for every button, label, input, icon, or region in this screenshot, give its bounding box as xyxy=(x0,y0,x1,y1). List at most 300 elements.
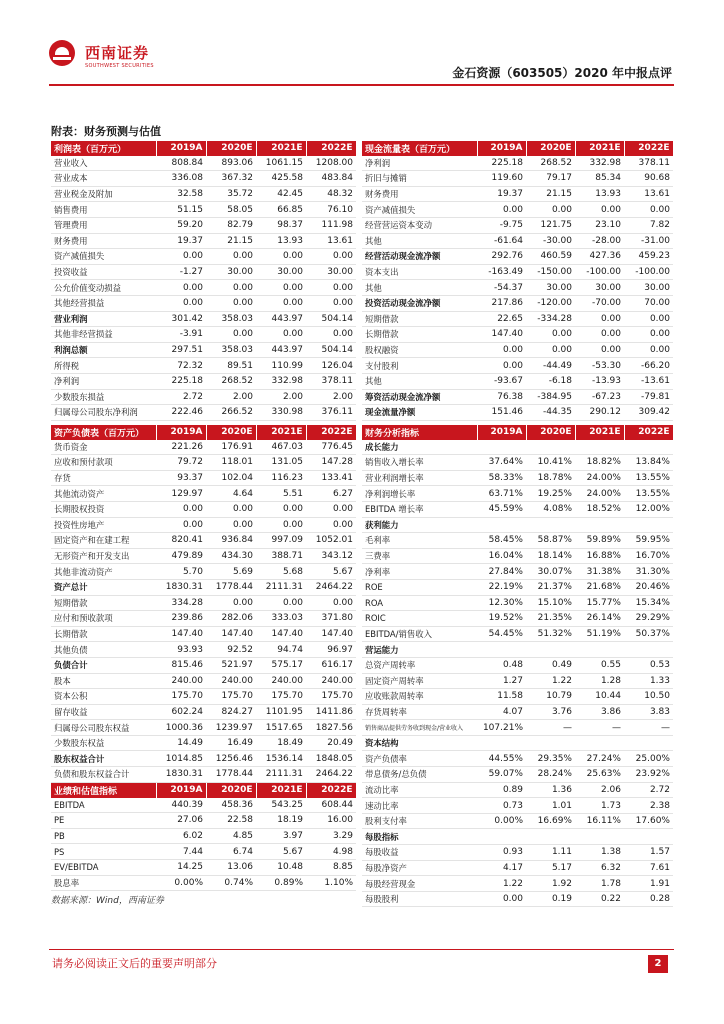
cell-value: -334.28 xyxy=(526,311,575,327)
table-row xyxy=(362,358,673,374)
cell-value: 21.37% xyxy=(526,579,575,595)
cell-value: 5.68 xyxy=(256,564,306,580)
row-label: 负债和股东权益合计 xyxy=(51,767,156,783)
table-title: 业绩和估值指标 xyxy=(51,783,156,798)
table-row xyxy=(51,311,356,327)
cell-value: 94.74 xyxy=(256,642,306,658)
cell-value: 58.05 xyxy=(206,202,256,218)
table-row xyxy=(51,798,356,813)
row-label: 其他 xyxy=(362,280,477,296)
cell-value: 19.37 xyxy=(477,186,526,202)
cell-value: 0.74% xyxy=(206,875,256,891)
cell-value: -120.00 xyxy=(526,295,575,311)
row-label: 现金流量净额 xyxy=(362,405,477,421)
cell-value: 6.74 xyxy=(206,844,256,860)
cell-value: 4.85 xyxy=(206,828,256,844)
cell-value: 1256.46 xyxy=(206,751,256,767)
cell-value: 240.00 xyxy=(306,673,356,689)
cell-value: 20.49 xyxy=(306,735,356,751)
cell-value: 2464.22 xyxy=(306,767,356,783)
row-label: 其他负债 xyxy=(51,642,156,658)
cell-value xyxy=(526,642,575,658)
row-label: 其他 xyxy=(362,233,477,249)
cell-value: 6.32 xyxy=(575,860,624,876)
cell-value: 5.67 xyxy=(306,564,356,580)
cell-value: 2464.22 xyxy=(306,579,356,595)
cell-value: 1848.05 xyxy=(306,751,356,767)
cell-value: 6.02 xyxy=(156,828,206,844)
cell-value: 1239.97 xyxy=(206,720,256,736)
cell-value: 282.06 xyxy=(206,611,256,627)
cell-value: 371.80 xyxy=(306,611,356,627)
column-header: 2022E xyxy=(306,783,356,798)
cell-value: 343.12 xyxy=(306,548,356,564)
table-row xyxy=(51,626,356,642)
table-row xyxy=(51,595,356,611)
row-label: 应付和预收款项 xyxy=(51,611,156,627)
cell-value: 0.00 xyxy=(156,517,206,533)
table-row xyxy=(362,735,673,751)
cell-value: 175.70 xyxy=(206,689,256,705)
column-header: 2022E xyxy=(306,425,356,440)
table-row xyxy=(362,156,673,171)
cell-value: 0.00 xyxy=(156,280,206,296)
cell-value: 111.98 xyxy=(306,217,356,233)
cell-value: -61.64 xyxy=(477,233,526,249)
table-header-row xyxy=(51,141,356,156)
table-row xyxy=(362,389,673,405)
cell-value: 0.00 xyxy=(477,891,526,907)
cell-value: 776.45 xyxy=(306,440,356,455)
cell-value: 175.70 xyxy=(256,689,306,705)
cell-value: 23.92% xyxy=(624,767,673,783)
cell-value: 93.37 xyxy=(156,470,206,486)
cell-value: 3.76 xyxy=(526,704,575,720)
cell-value: 376.11 xyxy=(306,405,356,421)
table-row xyxy=(51,844,356,860)
table-row xyxy=(362,564,673,580)
cell-value: 21.15 xyxy=(206,233,256,249)
cell-value: 388.71 xyxy=(256,548,306,564)
row-label: 营业利润 xyxy=(51,311,156,327)
column-header: 2022E xyxy=(624,425,673,440)
cell-value: 16.11% xyxy=(575,813,624,829)
row-label: 负债合计 xyxy=(51,657,156,673)
column-header: 2020E xyxy=(206,141,256,156)
cell-value xyxy=(624,440,673,455)
table-row xyxy=(51,533,356,549)
cell-value: 147.28 xyxy=(306,455,356,471)
row-label: 应收账款周转率 xyxy=(362,689,477,705)
table-row xyxy=(51,517,356,533)
row-label: 营业利润增长率 xyxy=(362,470,477,486)
row-label: 净利润 xyxy=(51,373,156,389)
cell-value xyxy=(624,829,673,845)
row-label: EBITDA/销售收入 xyxy=(362,626,477,642)
cell-value: 1.33 xyxy=(624,673,673,689)
cell-value: 0.00 xyxy=(526,327,575,343)
table-title: 资产负债表（百万元） xyxy=(51,425,156,440)
table-row xyxy=(362,657,673,673)
cell-value: 616.17 xyxy=(306,657,356,673)
cell-value: 1.57 xyxy=(624,845,673,861)
cell-value: 85.34 xyxy=(575,171,624,187)
cell-value: 18.78% xyxy=(526,470,575,486)
column-header: 2021E xyxy=(256,425,306,440)
cell-value: 6.27 xyxy=(306,486,356,502)
row-label: 每股指标 xyxy=(362,829,477,845)
table-row xyxy=(362,845,673,861)
cell-value: 427.36 xyxy=(575,249,624,265)
table-row xyxy=(51,470,356,486)
cell-value: 240.00 xyxy=(206,673,256,689)
cell-value: 13.61 xyxy=(306,233,356,249)
cell-value xyxy=(575,517,624,533)
row-label: 获利能力 xyxy=(362,517,477,533)
brand-name: 西南证券 xyxy=(85,44,150,62)
table-row xyxy=(51,704,356,720)
row-label: ROIC xyxy=(362,611,477,627)
cell-value: 18.82% xyxy=(575,455,624,471)
cell-value: 2.72 xyxy=(624,782,673,798)
disclaimer-text: 请务必阅读正文后的重要声明部分 xyxy=(52,957,217,970)
cell-value: 2111.31 xyxy=(256,767,306,783)
cell-value: 51.19% xyxy=(575,626,624,642)
table-row xyxy=(51,859,356,875)
cell-value: 358.03 xyxy=(206,311,256,327)
cell-value: 89.51 xyxy=(206,358,256,374)
cell-value: 176.91 xyxy=(206,440,256,455)
cell-value: 18.14% xyxy=(526,548,575,564)
table-row xyxy=(362,233,673,249)
row-label: 每股股利 xyxy=(362,891,477,907)
cell-value: 1208.00 xyxy=(306,156,356,171)
cell-value: 4.07 xyxy=(477,704,526,720)
cell-value: 8.85 xyxy=(306,859,356,875)
cell-value: 15.77% xyxy=(575,595,624,611)
cell-value: 0.00 xyxy=(306,501,356,517)
cell-value: 147.40 xyxy=(306,626,356,642)
cell-value: 0.00 xyxy=(206,295,256,311)
cell-value: 30.00 xyxy=(526,280,575,296)
row-label: 净利润 xyxy=(362,156,477,171)
cell-value: 7.82 xyxy=(624,217,673,233)
cell-value: 147.40 xyxy=(206,626,256,642)
cell-value: 76.10 xyxy=(306,202,356,218)
row-label: 无形资产和开发支出 xyxy=(51,548,156,564)
table-row xyxy=(51,657,356,673)
cell-value: 0.00 xyxy=(477,202,526,218)
cell-value xyxy=(624,642,673,658)
table-row xyxy=(362,171,673,187)
row-label: 短期借款 xyxy=(362,311,477,327)
financial-ratios-table xyxy=(362,425,674,907)
cell-value: 1830.31 xyxy=(156,579,206,595)
cell-value: -67.23 xyxy=(575,389,624,405)
row-label: 投资性房地产 xyxy=(51,517,156,533)
cell-value: 21.68% xyxy=(575,579,624,595)
cell-value: 59.95% xyxy=(624,533,673,549)
cell-value: 59.07% xyxy=(477,767,526,783)
cell-value: 425.58 xyxy=(256,171,306,187)
cell-value: -13.93 xyxy=(575,373,624,389)
cell-value: 1101.95 xyxy=(256,704,306,720)
cell-value: 0.49 xyxy=(526,657,575,673)
cell-value: -53.30 xyxy=(575,358,624,374)
cell-value: 7.61 xyxy=(624,860,673,876)
cell-value: -30.00 xyxy=(526,233,575,249)
cell-value: 1.36 xyxy=(526,782,575,798)
cell-value: 1830.31 xyxy=(156,767,206,783)
cell-value: -1.27 xyxy=(156,264,206,280)
cell-value: -13.61 xyxy=(624,373,673,389)
cell-value: 30.00 xyxy=(575,280,624,296)
cell-value: 0.00 xyxy=(256,327,306,343)
row-label: 固定资产和在建工程 xyxy=(51,533,156,549)
row-label: 筹资活动现金流净额 xyxy=(362,389,477,405)
cell-value: 27.84% xyxy=(477,564,526,580)
cell-value: 2.00 xyxy=(206,389,256,405)
table-header-row xyxy=(51,425,356,440)
column-header: 2019A xyxy=(477,425,526,440)
row-label: 净利率 xyxy=(362,564,477,580)
row-label: 固定资产周转率 xyxy=(362,673,477,689)
cell-value: 997.09 xyxy=(256,533,306,549)
cell-value xyxy=(575,440,624,455)
footer-divider xyxy=(49,949,674,950)
cell-value: 459.23 xyxy=(624,249,673,265)
column-header: 2019A xyxy=(477,141,526,156)
cell-value: 24.00% xyxy=(575,486,624,502)
cell-value: 336.08 xyxy=(156,171,206,187)
row-label: 销售收入增长率 xyxy=(362,455,477,471)
table-row xyxy=(362,280,673,296)
table-row xyxy=(362,891,673,907)
table-row xyxy=(51,217,356,233)
cell-value: 0.00 xyxy=(575,342,624,358)
cell-value: 13.93 xyxy=(256,233,306,249)
cell-value: 29.29% xyxy=(624,611,673,627)
table-row xyxy=(362,295,673,311)
row-label: 资产负债率 xyxy=(362,751,477,767)
cell-value xyxy=(575,642,624,658)
column-header: 2019A xyxy=(156,425,206,440)
row-label: 每股净资产 xyxy=(362,860,477,876)
cell-value: -31.00 xyxy=(624,233,673,249)
row-label: 股权融资 xyxy=(362,342,477,358)
table-row xyxy=(51,767,356,783)
row-label: 速动比率 xyxy=(362,798,477,814)
cell-value: 18.52% xyxy=(575,501,624,517)
cell-value: 808.84 xyxy=(156,156,206,171)
cell-value: 1.22 xyxy=(526,673,575,689)
cell-value: 13.84% xyxy=(624,455,673,471)
row-label: 每股收益 xyxy=(362,845,477,861)
cell-value: -6.18 xyxy=(526,373,575,389)
column-header: 2022E xyxy=(624,141,673,156)
table-row xyxy=(51,202,356,218)
cell-value: 0.48 xyxy=(477,657,526,673)
cell-value: 575.17 xyxy=(256,657,306,673)
cell-value: 0.00 xyxy=(206,517,256,533)
row-label: 资产总计 xyxy=(51,579,156,595)
table-row xyxy=(51,564,356,580)
cell-value: 19.52% xyxy=(477,611,526,627)
cell-value: 30.00 xyxy=(256,264,306,280)
row-label: 三费率 xyxy=(362,548,477,564)
header-divider xyxy=(49,84,674,86)
row-label: 资产减值损失 xyxy=(362,202,477,218)
table-row xyxy=(362,611,673,627)
cell-value: 147.40 xyxy=(477,327,526,343)
cell-value: 332.98 xyxy=(575,156,624,171)
row-label: 折旧与摊销 xyxy=(362,171,477,187)
cell-value xyxy=(526,440,575,455)
table-row xyxy=(362,673,673,689)
cell-value: 4.64 xyxy=(206,486,256,502)
cell-value: 0.00 xyxy=(526,342,575,358)
row-label: 每股经营现金 xyxy=(362,876,477,892)
cell-value: 129.97 xyxy=(156,486,206,502)
cell-value: 504.14 xyxy=(306,311,356,327)
cell-value: 10.41% xyxy=(526,455,575,471)
row-label: 成长能力 xyxy=(362,440,477,455)
cell-value: 31.38% xyxy=(575,564,624,580)
cell-value: 0.00 xyxy=(306,249,356,265)
table-row xyxy=(51,579,356,595)
table-row xyxy=(51,233,356,249)
cell-value: 0.55 xyxy=(575,657,624,673)
cell-value: 72.32 xyxy=(156,358,206,374)
cell-value: 31.30% xyxy=(624,564,673,580)
cell-value: 3.86 xyxy=(575,704,624,720)
column-header: 2019A xyxy=(156,783,206,798)
cell-value: 440.39 xyxy=(156,798,206,813)
cell-value: 4.17 xyxy=(477,860,526,876)
column-header: 2020E xyxy=(526,425,575,440)
row-label: 营运能力 xyxy=(362,642,477,658)
table-row xyxy=(362,595,673,611)
cell-value: 0.00 xyxy=(306,595,356,611)
cell-value: 434.30 xyxy=(206,548,256,564)
table-row xyxy=(362,782,673,798)
balance-sheet-table xyxy=(51,425,357,783)
cell-value: 18.49 xyxy=(256,735,306,751)
cell-value: 12.00% xyxy=(624,501,673,517)
table-row xyxy=(51,611,356,627)
page-number: 2 xyxy=(648,955,668,973)
cell-value: 0.00 xyxy=(306,295,356,311)
cell-value: 1411.86 xyxy=(306,704,356,720)
cell-value: 290.12 xyxy=(575,405,624,421)
cell-value: 893.06 xyxy=(206,156,256,171)
cell-value: 79.17 xyxy=(526,171,575,187)
cell-value xyxy=(477,642,526,658)
cell-value: 5.70 xyxy=(156,564,206,580)
cell-value: 367.32 xyxy=(206,171,256,187)
cell-value: 240.00 xyxy=(256,673,306,689)
cell-value: 0.00 xyxy=(256,517,306,533)
table-row xyxy=(362,202,673,218)
cell-value: 1.78 xyxy=(575,876,624,892)
cell-value: -100.00 xyxy=(624,264,673,280)
table-header-row xyxy=(362,425,673,440)
table-row xyxy=(51,186,356,202)
cell-value: 22.19% xyxy=(477,579,526,595)
cell-value: 0.00 xyxy=(156,501,206,517)
table-row xyxy=(362,813,673,829)
row-label: 少数股东权益 xyxy=(51,735,156,751)
cell-value: 0.00% xyxy=(477,813,526,829)
row-label: 股本 xyxy=(51,673,156,689)
cell-value: 10.79 xyxy=(526,689,575,705)
cell-value xyxy=(624,735,673,751)
row-label: 经营营运资本变动 xyxy=(362,217,477,233)
table-row xyxy=(51,280,356,296)
table-row xyxy=(362,548,673,564)
cell-value: 0.00 xyxy=(306,517,356,533)
table-row xyxy=(51,548,356,564)
table-row xyxy=(362,751,673,767)
cell-value: 147.40 xyxy=(156,626,206,642)
table-row xyxy=(362,327,673,343)
table-title: 现金流量表（百万元） xyxy=(362,141,477,156)
row-label: PB xyxy=(51,828,156,844)
cell-value: 297.51 xyxy=(156,342,206,358)
cell-value: 5.51 xyxy=(256,486,306,502)
cell-value: 1517.65 xyxy=(256,720,306,736)
table-header-row xyxy=(362,141,673,156)
cell-value: 51.15 xyxy=(156,202,206,218)
row-label: ROE xyxy=(362,579,477,595)
cell-value: 13.55% xyxy=(624,470,673,486)
cell-value: 2.72 xyxy=(156,389,206,405)
cell-value: -163.49 xyxy=(477,264,526,280)
column-header: 2022E xyxy=(306,141,356,156)
cell-value: 25.00% xyxy=(624,751,673,767)
cell-value: 378.11 xyxy=(306,373,356,389)
cell-value: 0.00 xyxy=(306,327,356,343)
cell-value: 1.91 xyxy=(624,876,673,892)
cell-value: 225.18 xyxy=(156,373,206,389)
table-row xyxy=(362,533,673,549)
table-row xyxy=(51,735,356,751)
brand-name-en: SOUTHWEST SECURITIES xyxy=(85,63,154,69)
cell-value: 28.24% xyxy=(526,767,575,783)
cell-value: 309.42 xyxy=(624,405,673,421)
row-label: 投资收益 xyxy=(51,264,156,280)
table-row xyxy=(362,767,673,783)
cell-value xyxy=(477,517,526,533)
cell-value: 27.06 xyxy=(156,813,206,829)
cell-value: 268.52 xyxy=(206,373,256,389)
cell-value: 602.24 xyxy=(156,704,206,720)
table-row xyxy=(51,156,356,171)
cell-value: 24.00% xyxy=(575,470,624,486)
cell-value: 0.00 xyxy=(526,202,575,218)
cell-value: 32.58 xyxy=(156,186,206,202)
cell-value: 54.45% xyxy=(477,626,526,642)
row-label: EV/EBITDA xyxy=(51,859,156,875)
row-label: 货币资金 xyxy=(51,440,156,455)
cell-value: 175.70 xyxy=(306,689,356,705)
cell-value: 0.00 xyxy=(624,311,673,327)
cell-value: 25.63% xyxy=(575,767,624,783)
table-row xyxy=(51,405,356,421)
row-label: 其他 xyxy=(362,373,477,389)
cell-value: 5.67 xyxy=(256,844,306,860)
cell-value: 48.32 xyxy=(306,186,356,202)
